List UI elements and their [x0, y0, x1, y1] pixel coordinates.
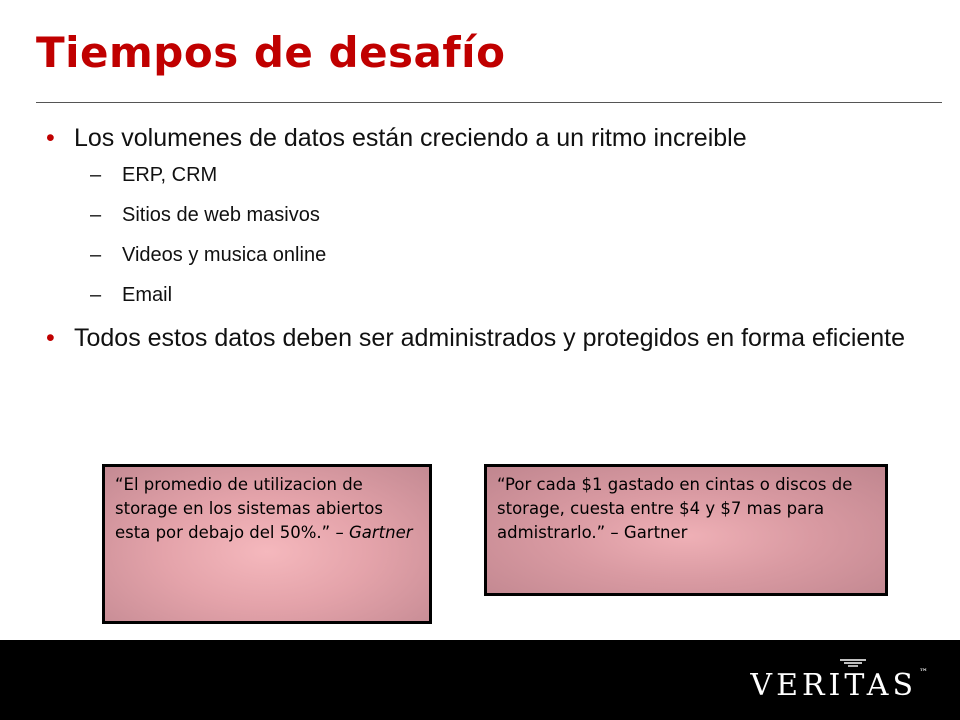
dash-glyph: – [90, 164, 102, 186]
dash-glyph: – [90, 204, 102, 226]
dash-glyph: – [90, 244, 102, 266]
sub-bullet-text: Sitios de web masivos [122, 204, 320, 226]
sub-bullet-item [46, 282, 936, 308]
bullet-item [46, 122, 936, 154]
quote-text: “Por cada $1 gastado en cintas o discos de storage, cuesta entre $4 y $7 mas para admistrarlo.” – Gartner [497, 475, 853, 542]
title-divider [36, 102, 942, 103]
bullet-text: Todos estos datos deben ser administrados y protegidos en forma eficiente [74, 324, 906, 352]
quote-box-utilization [102, 464, 432, 624]
footer-bar [0, 640, 960, 720]
bullet-list [46, 122, 936, 362]
bullet-item [46, 322, 936, 354]
bullet-glyph: • [46, 324, 55, 352]
logo-text: VERITAS [750, 668, 917, 703]
logo-trademark: ™ [919, 668, 928, 678]
sub-bullet-item [46, 202, 936, 228]
sub-bullet-text: Email [122, 284, 173, 306]
quote-source: Gartner [348, 523, 413, 542]
bullet-glyph: • [46, 124, 55, 152]
veritas-logo [750, 668, 928, 703]
sub-bullet-text: ERP, CRM [122, 164, 218, 186]
sub-bullet-item [46, 162, 936, 188]
bullet-text: Los volumenes de datos están creciendo a un ritmo increible [74, 124, 747, 152]
veritas-mark-icon [838, 658, 868, 668]
dash-glyph: – [90, 284, 102, 306]
sub-bullet-text: Videos y musica online [122, 244, 327, 266]
quote-text: “El promedio de utilizacion de storage en los sistemas abiertos esta por debajo del 50%.” – [115, 475, 383, 542]
slide-title: Tiempos de desafío [36, 28, 506, 77]
quote-box-cost [484, 464, 888, 596]
sub-bullet-item [46, 242, 936, 268]
